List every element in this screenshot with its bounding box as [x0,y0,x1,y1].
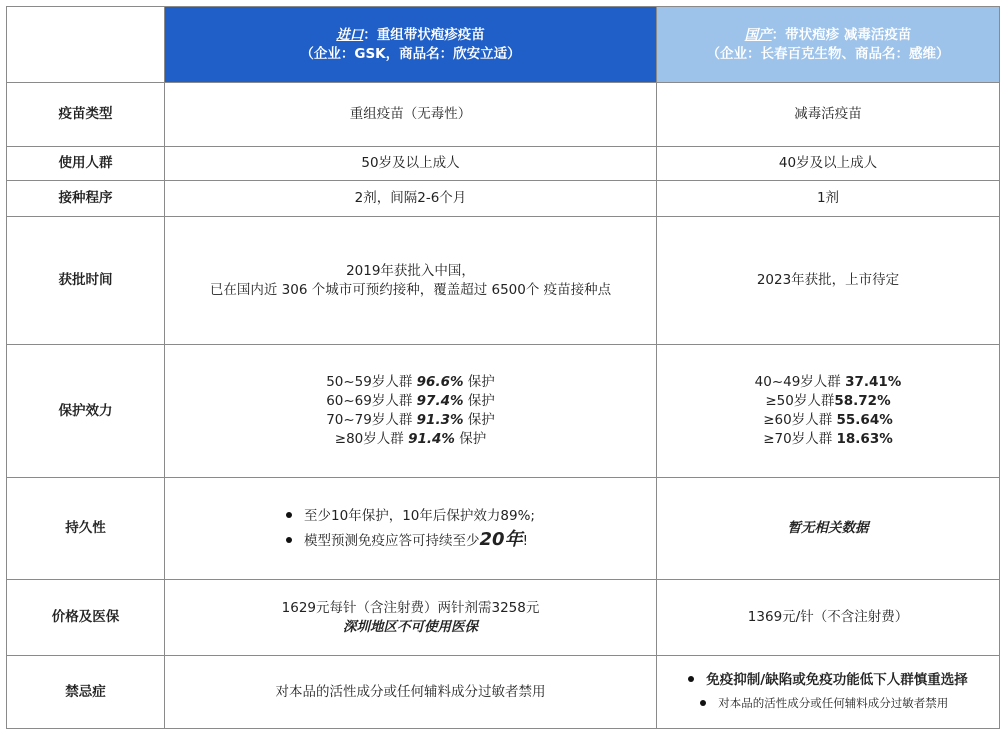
approval-a-line2: 已在国内近 306 个城市可预约接种，覆盖超过 6500个 疫苗接种点 [209,281,612,298]
row-population [7,147,1000,181]
efficacy-b-item: 40~49岁人群 37.41% [754,374,902,390]
label-approval: 获批时间 [7,217,165,345]
bullet-dot-icon [688,676,694,682]
value-a-efficacy [165,345,657,478]
value-a-schedule: 2剂，间隔2-6个月 [165,181,657,217]
row-schedule [7,181,1000,217]
header-a-title: ：重组带状疱疹疫苗 [363,26,485,43]
header-a-origin: 进口 [336,26,364,43]
value-a-vaccine-type: 重组疫苗（无毒性） [165,83,657,147]
efficacy-a-item: 60~69岁人群 97.4% 保护 [326,393,495,409]
contra-b-bullet: 免疫抑制/缺陷或免疫功能低下人群慎重选择 [688,671,967,690]
label-population: 使用人群 [7,147,165,181]
row-price [7,580,1000,656]
bullet-dot-icon [286,512,292,518]
value-a-population: 50岁及以上成人 [165,147,657,181]
value-a-contraindications: 对本品的活性成分或任何辅料成分过敏者禁用 [165,656,657,729]
durability-a-bullet: 至少10年保护，10年后保护效力89%; [286,507,535,526]
contra-b-bullet: 对本品的活性成分或任何辅料成分过敏者禁用 [688,694,967,713]
comparison-table-wrapper [6,6,999,728]
row-approval [7,217,1000,345]
header-row [7,7,1000,83]
value-b-population: 40岁及以上成人 [657,147,1000,181]
label-durability: 持久性 [7,478,165,580]
price-a-insurance-note: 深圳地区不可使用医保 [343,618,478,635]
value-b-efficacy [657,345,1000,478]
label-price: 价格及医保 [7,580,165,656]
efficacy-a-item: ≥80岁人群 91.4% 保护 [334,431,487,447]
corner-cell [7,7,165,83]
value-b-contraindications [657,656,1000,729]
efficacy-b-item: ≥60岁人群 55.64% [763,412,893,428]
contra-b-bullets [688,667,967,717]
value-b-vaccine-type: 减毒活疫苗 [657,83,1000,147]
row-durability [7,478,1000,580]
value-b-durability: 暂无相关数据 [657,478,1000,580]
header-b-title: ：带状疱疹 减毒活疫苗 [771,26,912,43]
header-domestic-vaccine [657,7,1000,83]
approval-a-line1: 2019年获批入中国， [346,262,475,279]
efficacy-b-item: ≥70岁人群 18.63% [763,431,893,447]
value-b-price: 1369元/针（不含注射费） [657,580,1000,656]
bullet-dot-icon [286,537,292,543]
efficacy-b-item: ≥50岁人群58.72% [765,393,891,409]
value-b-schedule: 1剂 [657,181,1000,217]
label-contraindications: 禁忌症 [7,656,165,729]
header-b-subtitle: （企业：长春百克生物、商品名：感维） [706,45,950,62]
durability-a-bullets [286,503,535,555]
bullet-dot-icon [700,700,706,706]
price-a-line1: 1629元每针（含注射费）两针剂需3258元 [281,599,540,616]
label-efficacy: 保护效力 [7,345,165,478]
value-b-approval: 2023年获批，上市待定 [657,217,1000,345]
value-a-approval [165,217,657,345]
header-b-origin: 国产 [744,26,772,43]
label-vaccine-type: 疫苗类型 [7,83,165,147]
efficacy-a-item: 50~59岁人群 96.6% 保护 [326,374,495,390]
header-imported-vaccine [165,7,657,83]
row-contraindications [7,656,1000,729]
row-vaccine-type [7,83,1000,147]
header-a-subtitle: （企业：GSK，商品名：欣安立适） [300,45,521,62]
durability-a-bullet: 模型预测免疫应答可持续至少20年! [286,530,535,551]
vaccine-comparison-table [6,6,1000,729]
value-a-price [165,580,657,656]
efficacy-a-item: 70~79岁人群 91.3% 保护 [326,412,495,428]
row-efficacy [7,345,1000,478]
value-a-durability [165,478,657,580]
label-schedule: 接种程序 [7,181,165,217]
